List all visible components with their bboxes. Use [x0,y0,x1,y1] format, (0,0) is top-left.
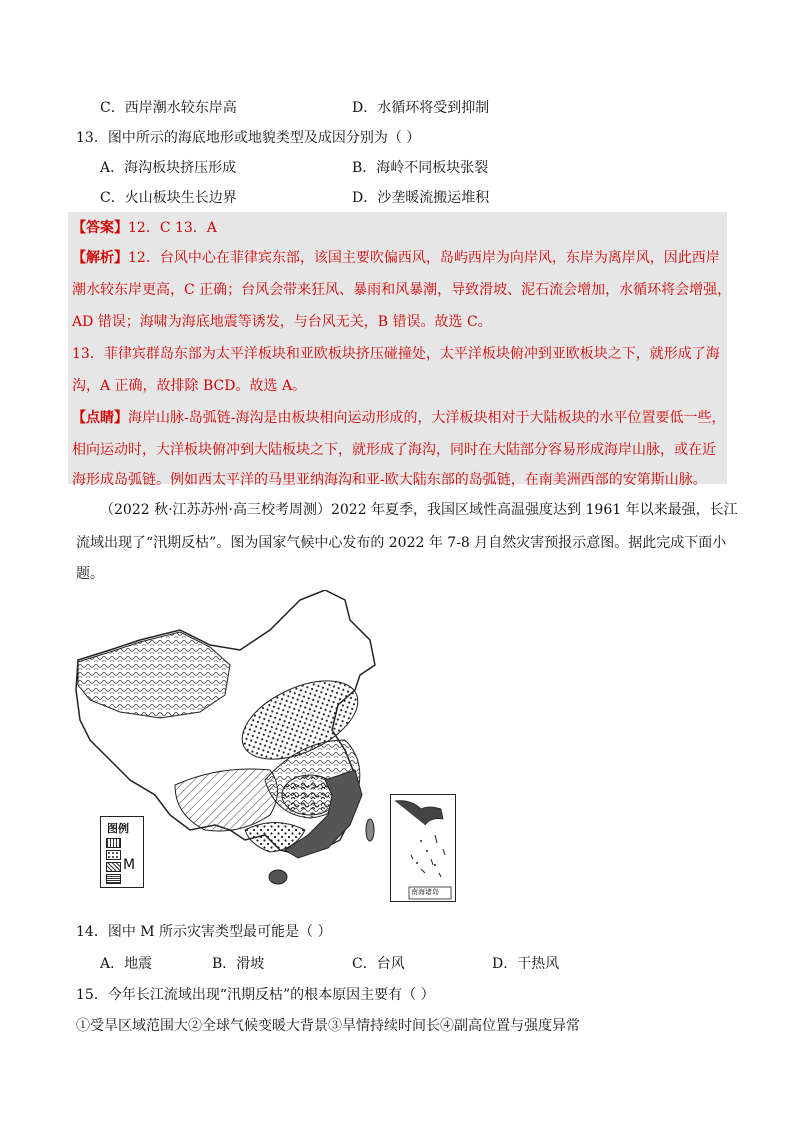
legend-swatch-hatch [106,862,121,872]
intro-line-3: 题。 [76,566,104,582]
analysis-12-text-1: 12．台风中心在菲律宾东部，该国主要吹偏西风，岛屿西岸为向岸风，东岸为离岸风，因此西岸 [128,250,720,266]
q13-option-d: D．沙垄暖流搬运堆积 [352,190,490,206]
hainan-island [269,870,287,884]
tip-text-1: 海岸山脉-岛弧链-海沟是由板块相向运动形成的，大洋板块相对于大陆板块的水平位置要低一些， [128,410,726,426]
analysis-12-text-2: 潮水较东岸更高，C 正确；台风会带来狂风、暴雨和风暴潮，导致滑坡、泥石流会增加，水循环将会增强， [72,282,732,298]
answer-line [72,218,217,238]
q12-option-c: C．西岸潮水较东岸高 [100,100,237,116]
analysis-13-text-1: 13．菲律宾群岛东部为太平洋板块和亚欧板块挤压碰撞处，太平洋板块俯冲到亚欧板块之下，就形成了海 [72,346,720,362]
map-legend [100,816,144,888]
q12-option-d: D．水循环将受到抑制 [352,100,490,116]
legend-swatch-swirl [106,874,121,884]
legend-title: 图例 [107,822,129,835]
inset-svg [391,795,455,901]
tip-line-1 [72,408,725,428]
q14-option-a: A．地震 [100,956,153,972]
q13-option-b: B．海岭不同板块张裂 [352,160,489,176]
inset-label: 南海诸岛 [411,888,439,896]
q13-stem: 13．图中所示的海底地形或地貌类型及成因分别为（ ） [76,130,421,146]
answer-tag: 【答案】 [72,220,128,236]
analysis-tag: 【解析】 [72,250,128,266]
intro-line-2: 流域出现了“汛期反枯”。图为国家气候中心发布的 2022 年 7-8 月自然灾害预报示意图。据此完成下面小 [76,535,727,551]
tip-text-3: 海形成岛弧链。例如西太平洋的马里亚纳海沟和亚-欧大陆东部的岛弧链，在南美洲西部的安第斯山脉。 [72,472,707,488]
q14-option-b: B．滑坡 [212,956,265,972]
q13-option-c: C．火山板块生长边界 [100,190,237,206]
legend-swatch-dots [106,850,121,860]
answer-text: 12．C 13．A [128,220,217,236]
q13-option-a: A．海沟板块挤压形成 [100,160,237,176]
analysis-13-text-2: 沟，A 正确，故排除 BCD。故选 A。 [72,378,307,394]
taiwan-island [366,819,374,841]
tip-tag: 【点睛】 [72,410,128,426]
q15-items: ①受旱区域范围大②全球气候变暖大背景③旱情持续时间长④副高位置与强度异常 [76,1018,580,1034]
tip-text-2: 相向运动时，大洋板块俯冲到大陆板块之下，就形成了海沟，同时在大陆部分容易形成海岸山脉，或在近 [72,442,716,458]
q14-option-c: C．台风 [352,956,405,972]
analysis-line-1 [72,248,720,268]
south-china-sea-inset [390,794,456,902]
q14-option-d: D．干热风 [492,956,560,972]
q15-stem: 15．今年长江流域出现“汛期反枯”的根本原因主要有（ ） [76,987,435,1003]
analysis-12-text-3: AD 错误；海啸为海底地震等诱发，与台风无关，B 错误。故选 C。 [72,314,492,330]
q14-stem: 14．图中 M 所示灾害类型最可能是（ ） [76,924,332,940]
intro-line-1: （2022 秋·江苏苏州·高三校考周测）2022 年夏季，我国区域性高温强度达到 1961 年以来最强，长江 [100,502,738,518]
legend-m-label: M [123,857,136,873]
legend-swatch-wavy [106,838,121,848]
